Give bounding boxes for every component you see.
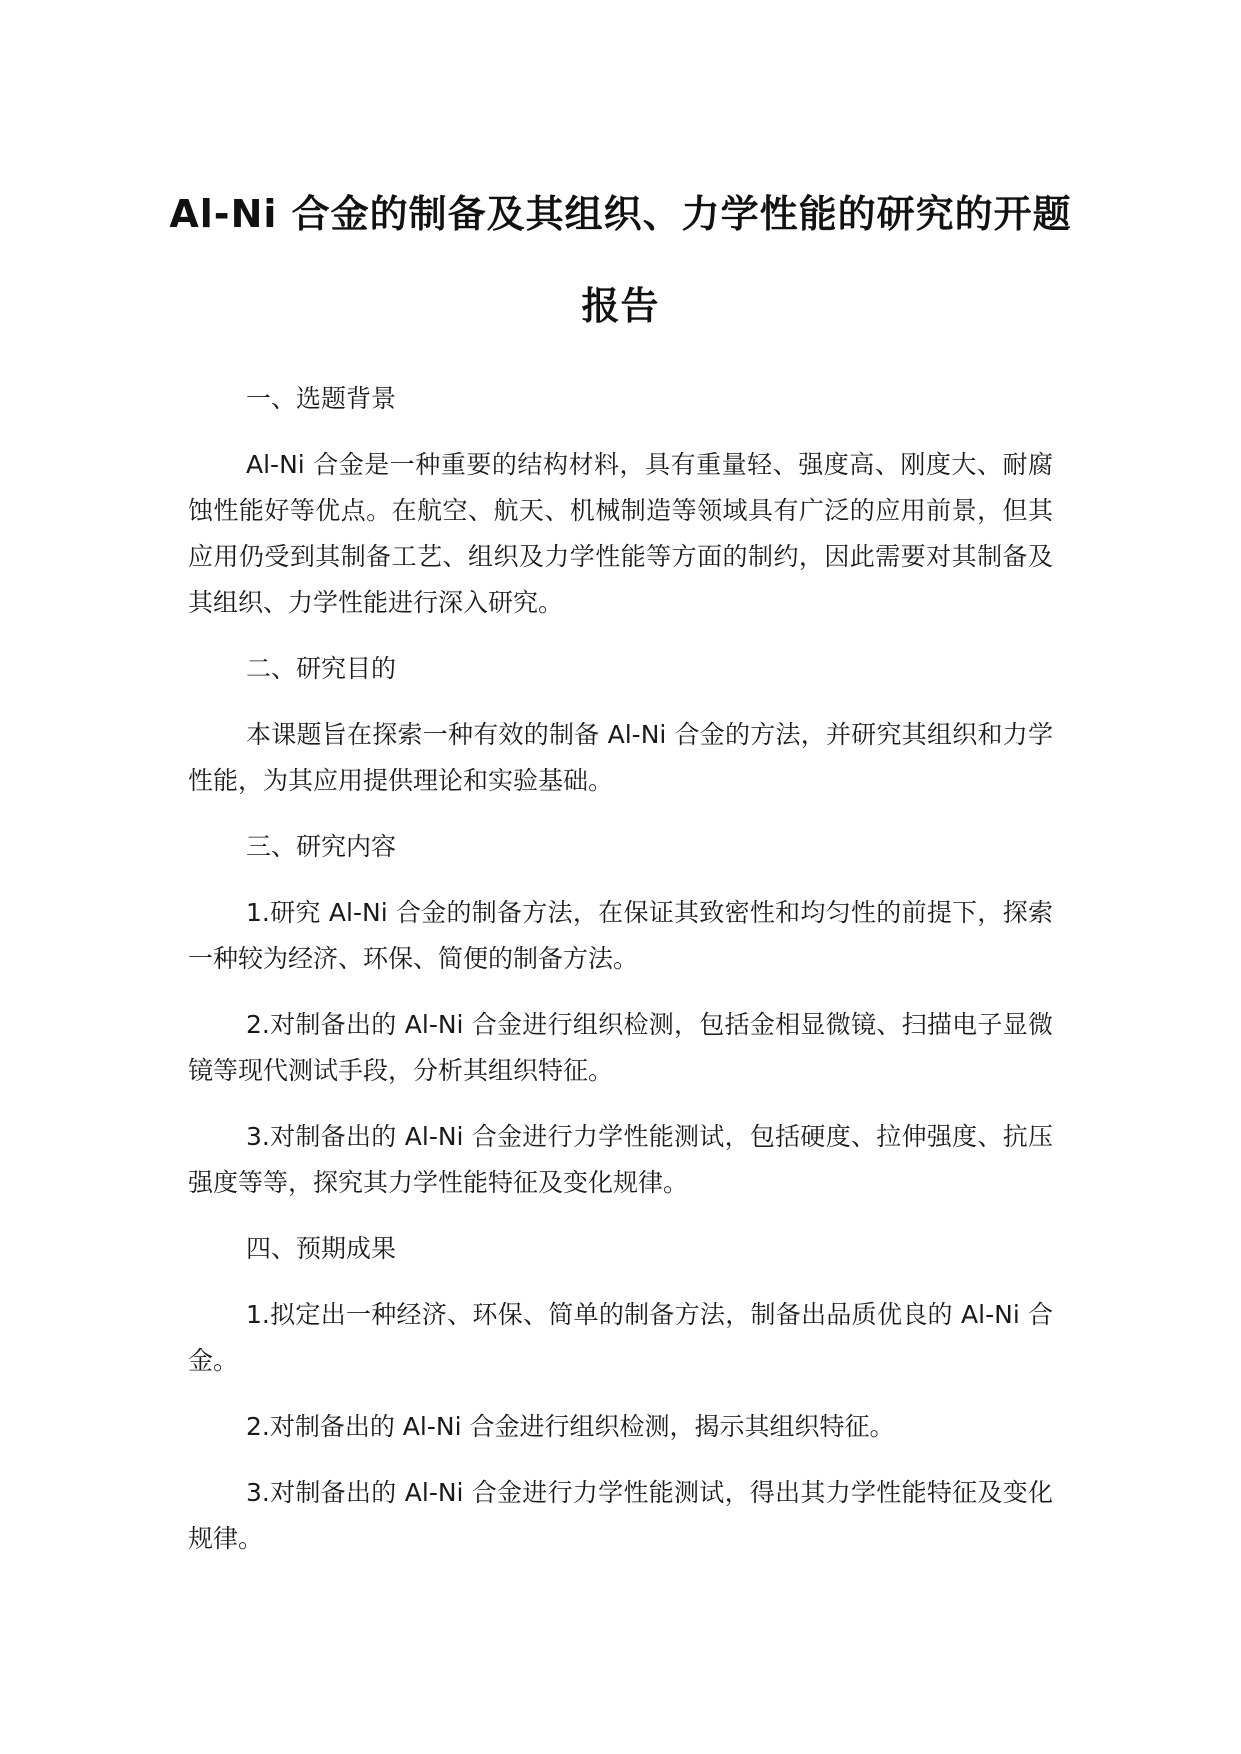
paragraph-content-1: 1.研究 Al-Ni 合金的制备方法，在保证其致密性和均匀性的前提下，探索一种较为经济、环保、简便的制备方法。 [188, 898, 1053, 973]
title-line-2: 报告 [581, 284, 660, 328]
paragraph-purpose: 本课题旨在探索一种有效的制备 Al-Ni 合金的方法，并研究其组织和力学性能，为其应用提供理论和实验基础。 [188, 720, 1053, 795]
section-heading-results: 四、预期成果 [246, 1234, 397, 1263]
paragraph-results-3: 3.对制备出的 Al-Ni 合金进行力学性能测试，得出其力学性能特征及变化规律。 [188, 1478, 1053, 1553]
section-heading-purpose: 二、研究目的 [246, 654, 397, 683]
paragraph-content-2: 2.对制备出的 Al-Ni 合金进行组织检测，包括金相显微镜、扫描电子显微镜等现代测试手段，分析其组织特征。 [188, 1010, 1053, 1085]
paragraph-content-3: 3.对制备出的 Al-Ni 合金进行力学性能测试，包括硬度、拉伸强度、抗压强度等等，探究其力学性能特征及变化规律。 [188, 1122, 1053, 1197]
section-heading-background: 一、选题背景 [246, 384, 397, 413]
title-line-1: Al-Ni 合金的制备及其组织、力学性能的研究的开题 [169, 192, 1072, 236]
paragraph-background: Al-Ni 合金是一种重要的结构材料，具有重量轻、强度高、刚度大、耐腐蚀性能好等优点。在航空、航天、机械制造等领域具有广泛的应用前景，但其应用仍受到其制备工艺、组织及力学性能等方面的制约，因此需要对其制备及其组织、力学性能进行深入研究。 [188, 450, 1053, 617]
paragraph-results-2: 2.对制备出的 Al-Ni 合金进行组织检测，揭示其组织特征。 [246, 1412, 895, 1441]
section-heading-content: 三、研究内容 [246, 832, 397, 861]
document-body [188, 376, 1053, 1582]
document-title [150, 168, 1091, 352]
paragraph-results-1: 1.拟定出一种经济、环保、简单的制备方法，制备出品质优良的 Al-Ni 合金。 [188, 1300, 1053, 1375]
